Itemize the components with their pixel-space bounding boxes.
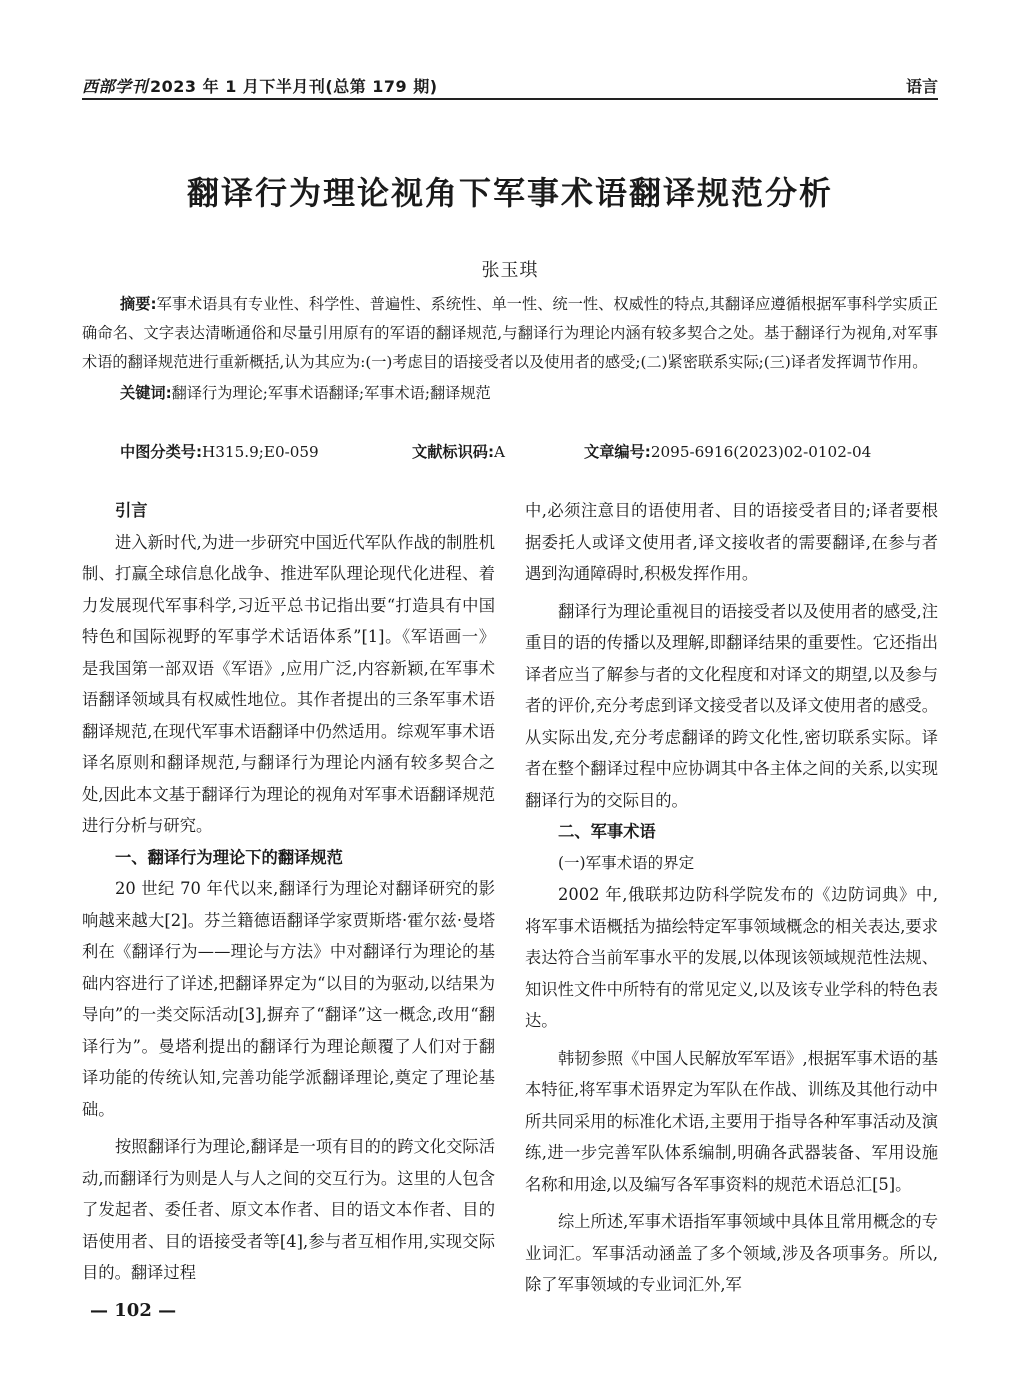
article-number-label: 文章编号:	[584, 443, 651, 461]
section-2-paragraph-3: 综上所述,军事术语指军事领域中具体且常用概念的专业词汇。军事活动涵盖了多个领域,涉及各项事务。所以,除了军事领域的专业词汇外,军	[525, 1212, 938, 1294]
section-1-paragraph-2-continued: 中,必须注意目的语使用者、目的语接受者目的;译者要根据委托人或译文使用者,译文接收者的需要翻译,在参与者遇到沟通障碍时,积极发挥作用。	[525, 501, 938, 583]
intro-heading: 引言	[115, 501, 148, 520]
keywords-line	[82, 379, 938, 408]
section-2-paragraph-2: 韩韧参照《中国人民解放军军语》,根据军事术语的基本特征,将军事术语界定为军队在作战、训练及其他行动中所共同采用的标准化术语,主要用于指导各种军事活动及演练,进一步完善军队体系编制,明确各武器装备、军用设施名称和用途,以及编写各军事资料的规范术语总汇[5]。	[525, 1048, 938, 1194]
header-rule	[82, 98, 938, 100]
abstract-label: 摘要:	[120, 295, 157, 313]
abstract-paragraph	[82, 290, 938, 377]
keywords-text: 翻译行为理论;军事术语翻译;军事术语;翻译规范	[171, 384, 491, 402]
abstract-block	[82, 290, 938, 408]
left-column	[82, 495, 495, 1289]
section-label: 语言	[905, 77, 938, 96]
section-1-paragraph-3: 翻译行为理论重视目的语接受者以及使用者的感受,注重目的语的传播以及理解,即翻译结果的重要性。它还指出译者应当了解参与者的文化程度和对译文的期望,以及参与者的评价,充分考虑到译文接受者以及译文使用者的感受。从实际出发,充分考虑翻译的跨文化性,密切联系实际。译者在整个翻译过程中应协调其中各主体之间的关系,以实现翻译行为的交际目的。	[525, 601, 938, 810]
subsection-1-heading: (一)军事术语的界定	[558, 853, 695, 872]
doc-code	[412, 440, 505, 464]
clc-label: 中图分类号:	[120, 443, 203, 461]
intro-paragraph: 进入新时代,为进一步研究中国近代军队作战的制胜机制、打赢全球信息化战争、推进军队理论现代化进程、着力发展现代军事科学,习近平总书记指出要“打造具有中国特色和国际视野的军事学术话语体系”[1]。《军语画一》是我国第一部双语《军语》,应用广泛,内容新颖,在军事术语翻译领域具有权威性地位。其作者提出的三条军事术语翻译规范,在现代军事术语翻译中仍然适用。综观军事术语译名原则和翻译规范,与翻译行为理论内涵有较多契合之处,因此本文基于翻译行为理论的视角对军事术语翻译规范进行分析与研究。	[82, 532, 495, 835]
abstract-text: 军事术语具有专业性、科学性、普遍性、系统性、单一性、统一性、权威性的特点,其翻译应遵循根据军事科学实质正确命名、文字表达清晰通俗和尽量引用原有的军语的翻译规范,与翻译行为理论内涵有较多契合之处。基于翻译行为视角,对军事术语的翻译规范进行重新概括,认为其应为:(一)考虑目的语接受者以及使用者的感受;(二)紧密联系实际;(三)译者发挥调节作用。	[82, 295, 938, 371]
section-1-paragraph-2: 按照翻译行为理论,翻译是一项有目的的跨文化交际活动,而翻译行为则是人与人之间的交互行为。这里的人包含了发起者、委任者、原文本作者、目的语文本作者、目的语使用者、目的语接受者等[4],参与者互相作用,实现交际目的。翻译过程	[82, 1137, 495, 1282]
doc-value: A	[494, 443, 505, 461]
article-number-value: 2095-6916(2023)02-0102-04	[650, 443, 872, 461]
header-left	[82, 74, 438, 97]
section-1-paragraph-1: 20 世纪 70 年代以来,翻译行为理论对翻译研究的影响越来越大[2]。芬兰籍德语翻译学家贾斯塔·霍尔兹·曼塔利在《翻译行为——理论与方法》中对翻译行为理论的基础内容进行了详述,把翻译界定为“以目的为驱动,以结果为导向”的一类交际活动[3],摒弃了“翻译”这一概念,改用“翻译行为”。曼塔利提出的翻译行为理论颠覆了人们对于翻译功能的传统认知,完善功能学派翻译理论,奠定了理论基础。	[82, 879, 495, 1119]
section-1-heading: 一、翻译行为理论下的翻译规范	[115, 847, 343, 867]
issue-info: 2023 年 1 月下半月刊(总第 179 期)	[150, 77, 438, 96]
clc-code	[120, 440, 319, 464]
section-2-paragraph-1: 2002 年,俄联邦边防科学院发布的《边防词典》中,将军事术语概括为描绘特定军事领域概念的相关表达,要求表达符合当前军事水平的发展,以体现该领域规范性法规、知识性文件中所特有的常见定义,以及该专业学科的特色表达。	[525, 885, 938, 1030]
clc-value: H315.9;E0-059	[202, 443, 319, 461]
section-2-heading: 二、军事术语	[558, 822, 656, 841]
page-number: — 102 —	[90, 1300, 177, 1321]
article-number	[584, 440, 871, 464]
article-title: 翻译行为理论视角下军事术语翻译规范分析	[186, 174, 833, 212]
keywords-label: 关键词:	[120, 384, 172, 402]
author-name: 张玉琪	[481, 260, 539, 281]
right-column	[525, 495, 938, 1301]
doc-label: 文献标识码:	[412, 443, 495, 461]
running-header	[82, 72, 938, 98]
journal-name: 西部学刊	[82, 77, 149, 96]
